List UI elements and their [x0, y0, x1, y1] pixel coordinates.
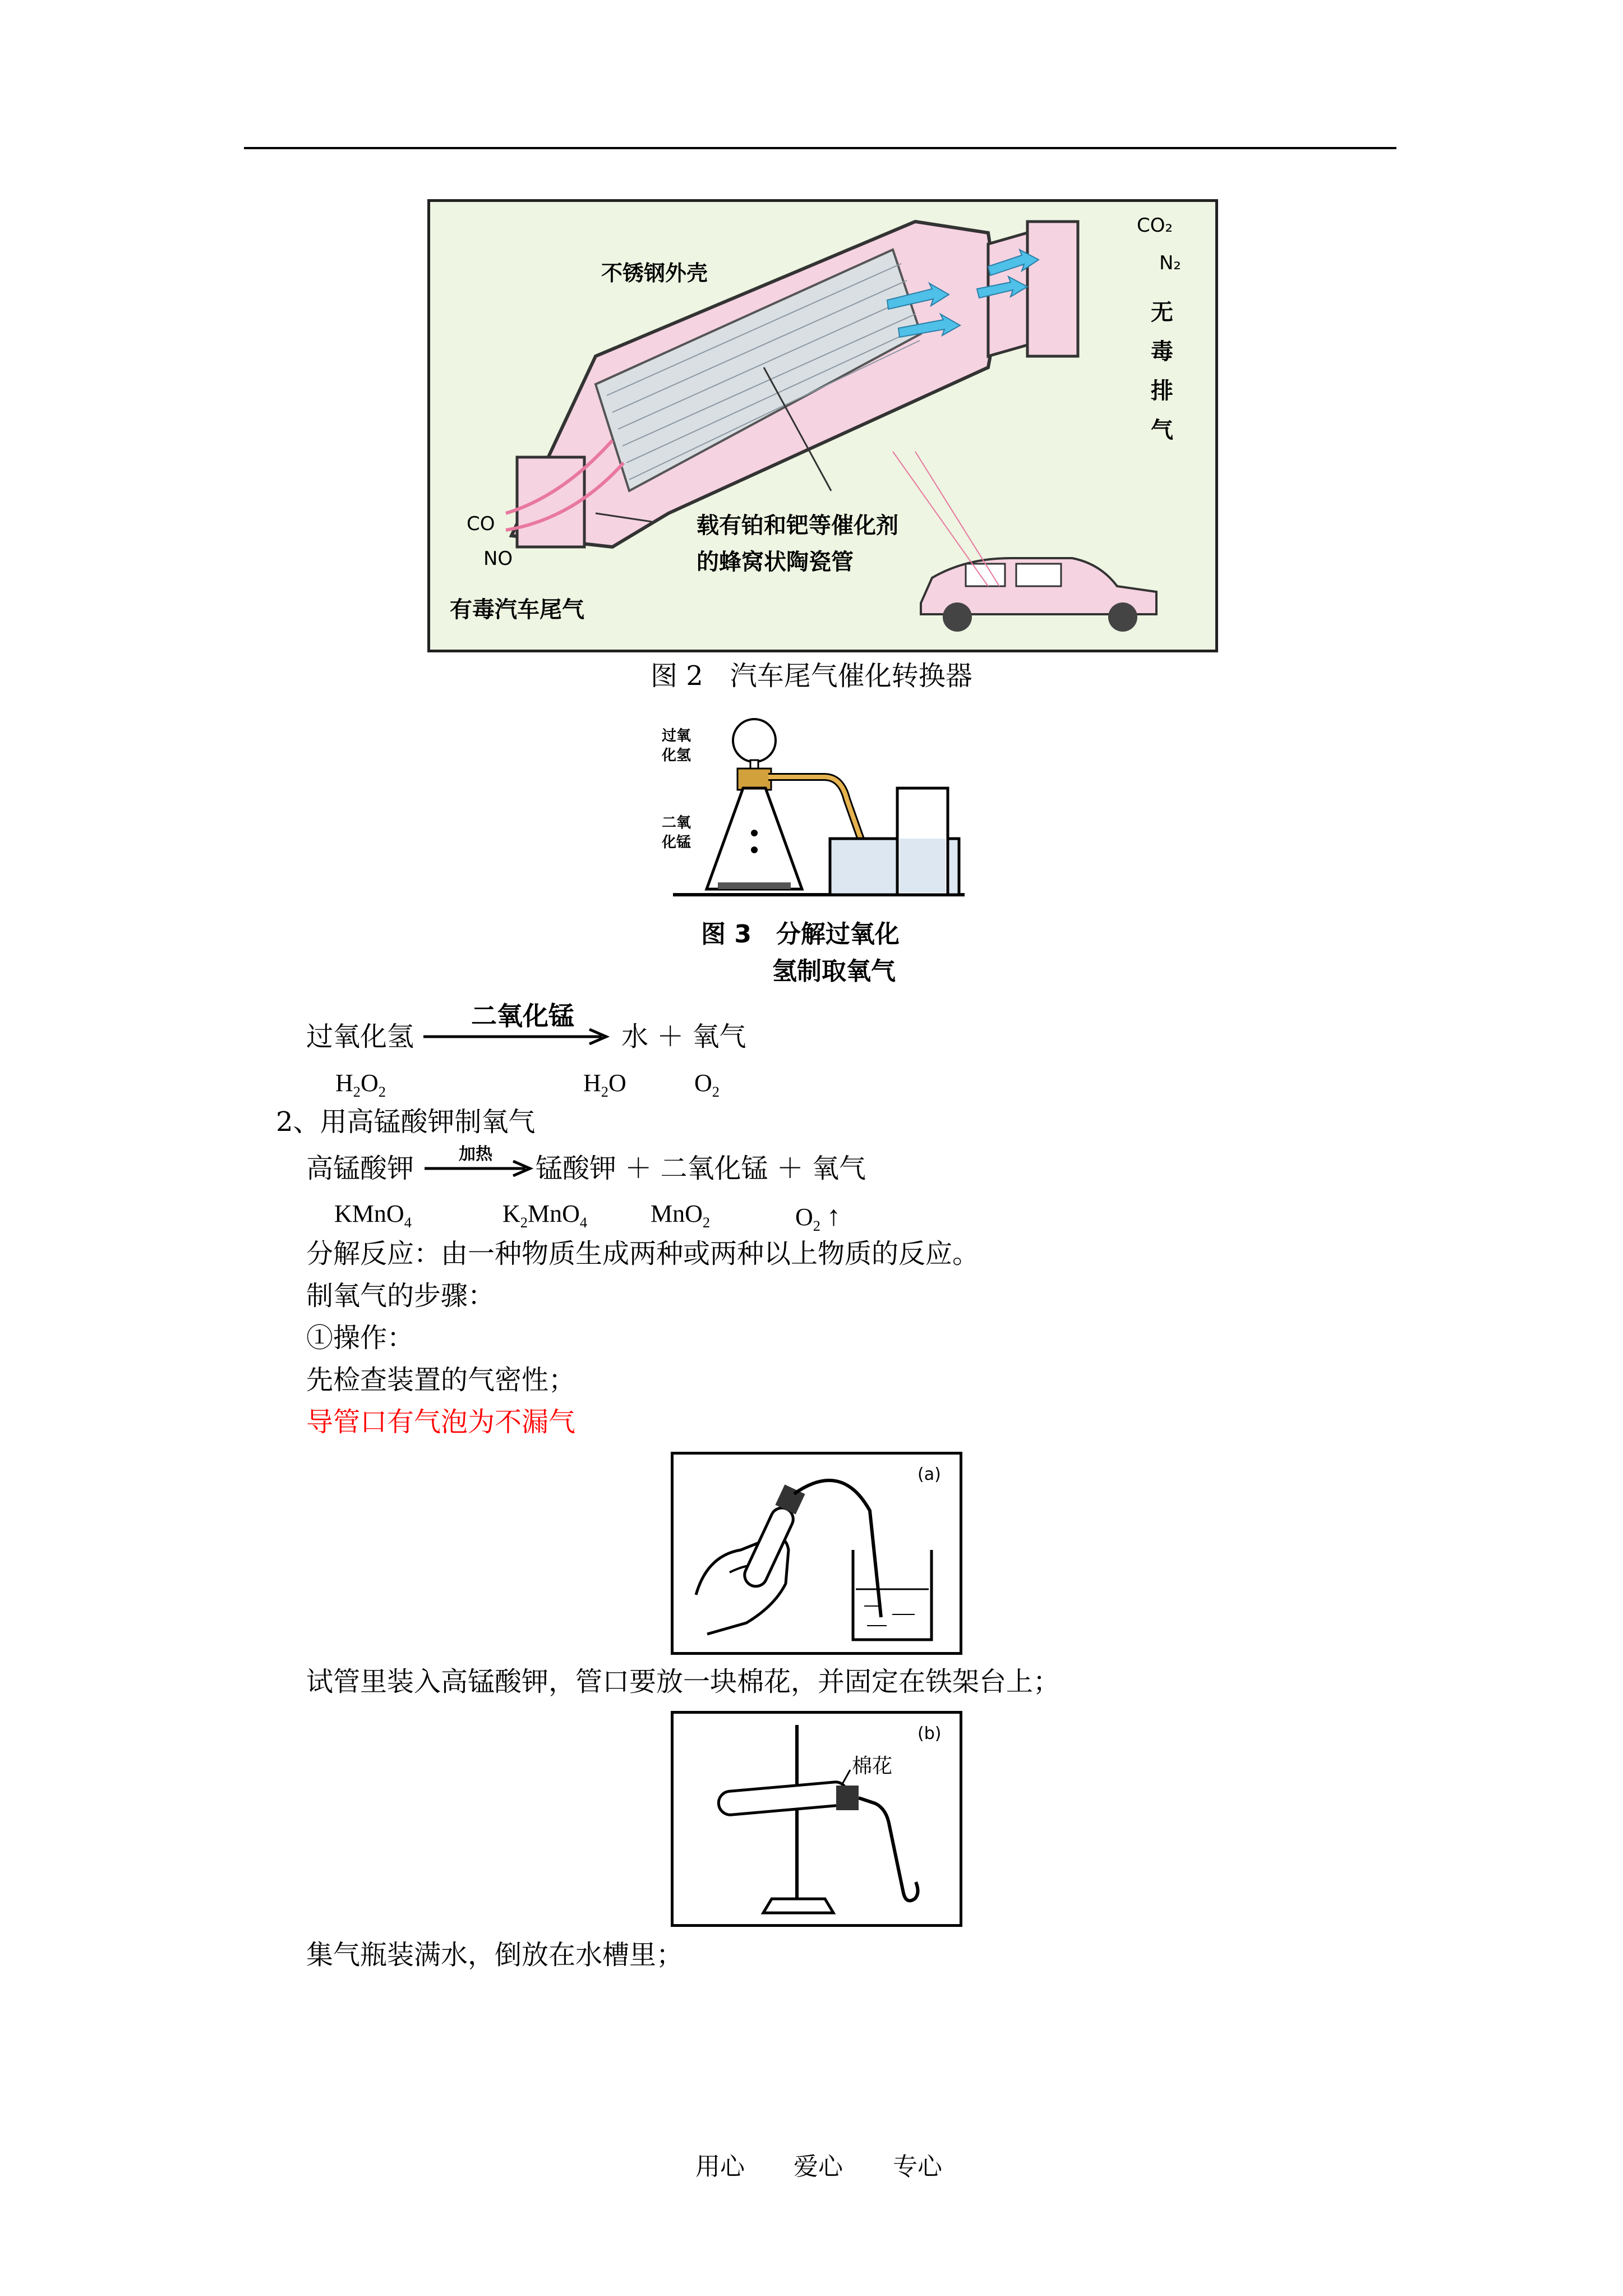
- label-cotton: 棉花: [852, 1755, 893, 1778]
- footer-2: 爱心: [794, 2152, 843, 2181]
- figure-2-caption: 图 2 汽车尾气催化转换器: [651, 660, 972, 692]
- reaction-1-reactant: 过氧化氢: [306, 1021, 414, 1052]
- reaction-1-products: 水 ＋ 氧气: [621, 1021, 746, 1052]
- text-bubbles-red: 导管口有气泡为不漏气: [306, 1406, 576, 1438]
- label-exhaust-2: 毒: [1151, 339, 1173, 365]
- figure-b-label: (b): [917, 1724, 942, 1743]
- inlet-flange: [517, 457, 584, 547]
- text-operation: ①操作：: [306, 1322, 414, 1354]
- stopper: [737, 769, 771, 790]
- outlet-flange: [1027, 222, 1078, 356]
- label-exhaust-1: 无: [1151, 300, 1173, 325]
- formula-o2-gas: $O_2$ ↑: [795, 1200, 841, 1234]
- figure-a-airtight-check: [671, 1452, 962, 1655]
- footer-1: 用心: [695, 2152, 745, 2181]
- reaction-2-condition: 加热: [459, 1144, 492, 1164]
- reaction-2-products: 锰酸钾 ＋ 二氧化锰 ＋ 氧气: [536, 1153, 866, 1184]
- test-tube: [718, 1781, 849, 1816]
- label-h2o2-2: 化氢: [662, 747, 691, 764]
- text-steps: 制氧气的步骤：: [306, 1280, 495, 1312]
- formula-k2mno4: $K_2MnO_4$: [502, 1200, 588, 1231]
- label-n2: N₂: [1159, 252, 1182, 274]
- label-co2: CO₂: [1137, 214, 1173, 237]
- reaction-2-arrow: [425, 1160, 537, 1177]
- header-rule: [244, 147, 1396, 149]
- formula-o2-o: O: [694, 1069, 712, 1097]
- text-gas-bottle: 集气瓶装满水，倒放在水槽里；: [306, 1939, 684, 1971]
- conical-flask: [707, 788, 802, 889]
- formula-o2: $O_2$: [694, 1069, 720, 1100]
- label-catalyst-2: 的蜂窝状陶瓷管: [697, 549, 854, 575]
- label-catalyst-1: 载有铂和钯等催化剂: [697, 513, 898, 539]
- figure-b-apparatus: [671, 1711, 962, 1927]
- cotton-plug: [836, 1786, 859, 1810]
- reaction-2-reactant: 高锰酸钾: [306, 1153, 414, 1184]
- label-no: NO: [483, 547, 513, 570]
- beaker: [853, 1550, 932, 1640]
- formula-h2o-h: H: [583, 1069, 601, 1097]
- converter-illustration: [427, 199, 1218, 652]
- figure-3-caption-2: 氢制取氧气: [772, 957, 896, 986]
- figure-2-catalytic-converter: [427, 199, 1218, 652]
- figure-a-label: (a): [917, 1465, 941, 1484]
- text-check-airtight: 先检查装置的气密性；: [306, 1364, 576, 1396]
- label-mno2-2: 化锰: [662, 834, 691, 851]
- label-h2o2-1: 过氧: [662, 728, 691, 744]
- label-toxic-exhaust: 有毒汽车尾气: [450, 597, 584, 623]
- label-mno2-1: 二氧: [662, 815, 691, 831]
- formula-h2o: $H_2O$: [583, 1069, 626, 1100]
- formula-h2o2-h: H: [335, 1069, 353, 1097]
- figure-3-caption-1: 图 3 分解过氧化: [701, 920, 900, 949]
- reaction-1-condition: 二氧化锰: [471, 1001, 574, 1031]
- formula-mno2: MnO$_2$: [651, 1200, 711, 1231]
- text-load-kmno4: 试管里装入高锰酸钾，管口要放一块棉花，并固定在铁架台上；: [306, 1666, 1061, 1697]
- formula-kmno4: KMnO$_4$: [334, 1200, 412, 1231]
- text-decomposition: 分解反应：由一种物质生成两种或两种以上物质的反应。: [306, 1238, 980, 1269]
- label-exhaust-3: 排: [1151, 378, 1173, 404]
- reaction-1-arrow: [423, 1028, 614, 1045]
- formula-h2o2: $H_2O_2$: [335, 1069, 386, 1100]
- section-2-title: 2、用高锰酸钾制氧气: [276, 1106, 536, 1138]
- label-exhaust-4: 气: [1151, 417, 1173, 443]
- label-shell: 不锈钢外壳: [601, 261, 708, 286]
- label-co: CO: [467, 513, 495, 535]
- separatory-funnel: [733, 719, 776, 762]
- figure-3-apparatus: [662, 710, 970, 900]
- footer-3: 专心: [893, 2152, 942, 2181]
